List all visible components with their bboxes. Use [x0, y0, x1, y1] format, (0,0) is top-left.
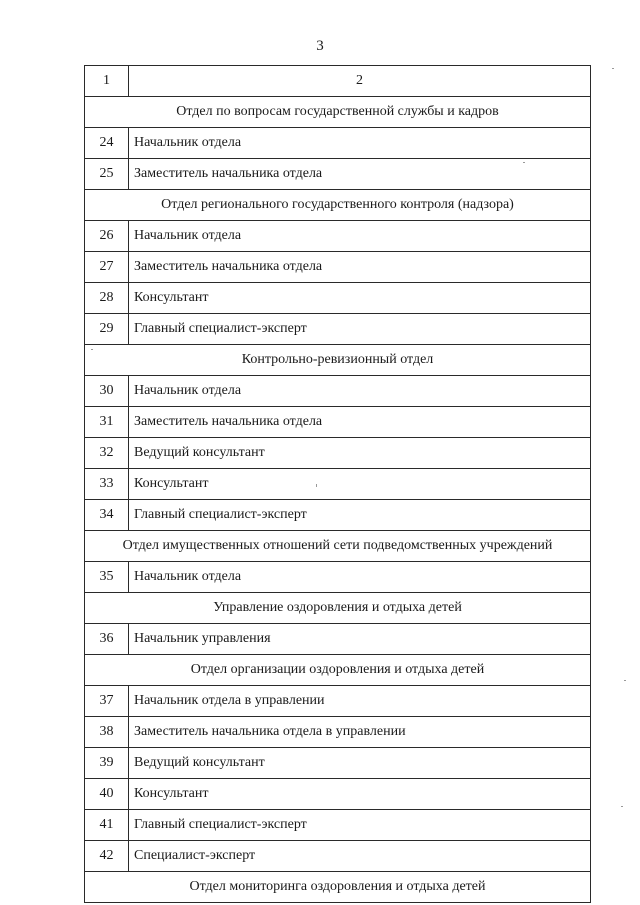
row-number: 38: [85, 717, 129, 748]
position-title: Заместитель начальника отдела: [129, 159, 591, 190]
section-title: Отдел организации оздоровления и отдыха детей: [85, 655, 591, 686]
position-title: Начальник отдела: [129, 128, 591, 159]
table-row: [85, 159, 591, 190]
section-row: [85, 872, 591, 903]
position-title: Консультант: [129, 469, 591, 500]
position-title: Начальник отдела: [129, 376, 591, 407]
header-cell-2: 2: [129, 66, 591, 97]
position-title: Консультант: [129, 779, 591, 810]
table-row: [85, 500, 591, 531]
row-number: 37: [85, 686, 129, 717]
section-row: [85, 190, 591, 221]
table-row: [85, 376, 591, 407]
table-body: [85, 66, 591, 903]
table-header-row: [85, 66, 591, 97]
section-title: Отдел по вопросам государственной службы и кадров: [85, 97, 591, 128]
page-number: 3: [316, 38, 324, 54]
row-number: 26: [85, 221, 129, 252]
row-number: 39: [85, 748, 129, 779]
position-title: Заместитель начальника отдела: [129, 252, 591, 283]
table-row: [85, 252, 591, 283]
scan-speck: [91, 349, 93, 350]
section-row: [85, 655, 591, 686]
table-row: [85, 562, 591, 593]
row-number: 24: [85, 128, 129, 159]
row-number: 40: [85, 779, 129, 810]
table-row: [85, 314, 591, 345]
section-title: Управление оздоровления и отдыха детей: [85, 593, 591, 624]
row-number: 29: [85, 314, 129, 345]
scan-speck: [523, 162, 525, 163]
row-number: 30: [85, 376, 129, 407]
position-title: Консультант: [129, 283, 591, 314]
section-row: [85, 531, 591, 562]
position-title: Начальник отдела: [129, 562, 591, 593]
table-row: [85, 686, 591, 717]
table-row: [85, 779, 591, 810]
row-number: 35: [85, 562, 129, 593]
position-title: Специалист-эксперт: [129, 841, 591, 872]
row-number: 25: [85, 159, 129, 190]
position-title: Начальник управления: [129, 624, 591, 655]
position-title: Заместитель начальника отдела в управлении: [129, 717, 591, 748]
position-title: Главный специалист-эксперт: [129, 500, 591, 531]
position-title: Ведущий консультант: [129, 438, 591, 469]
table-row: [85, 407, 591, 438]
section-row: [85, 97, 591, 128]
header-cell-1: 1: [85, 66, 129, 97]
scan-speck: [316, 484, 317, 487]
table-row: [85, 624, 591, 655]
section-title: Отдел мониторинга оздоровления и отдыха детей: [85, 872, 591, 903]
section-row: [85, 593, 591, 624]
scan-speck: [621, 806, 623, 807]
row-number: 32: [85, 438, 129, 469]
table-row: [85, 128, 591, 159]
position-title: Главный специалист-эксперт: [129, 314, 591, 345]
table-row: [85, 469, 591, 500]
section-row: [85, 345, 591, 376]
row-number: 42: [85, 841, 129, 872]
row-number: 28: [85, 283, 129, 314]
position-title: Начальник отдела: [129, 221, 591, 252]
positions-table: [84, 65, 591, 903]
row-number: 41: [85, 810, 129, 841]
position-title: Главный специалист-эксперт: [129, 810, 591, 841]
scan-speck: [612, 68, 614, 69]
section-title: Контрольно-ревизионный отдел: [85, 345, 591, 376]
position-title: Начальник отдела в управлении: [129, 686, 591, 717]
row-number: 36: [85, 624, 129, 655]
row-number: 33: [85, 469, 129, 500]
row-number: 31: [85, 407, 129, 438]
table-row: [85, 717, 591, 748]
table-row: [85, 438, 591, 469]
position-title: Ведущий консультант: [129, 748, 591, 779]
table-row: [85, 221, 591, 252]
row-number: 27: [85, 252, 129, 283]
position-title: Заместитель начальника отдела: [129, 407, 591, 438]
table-row: [85, 841, 591, 872]
section-title: Отдел регионального государственного контроля (надзора): [85, 190, 591, 221]
row-number: 34: [85, 500, 129, 531]
table-row: [85, 283, 591, 314]
table-row: [85, 810, 591, 841]
scan-speck: [624, 680, 626, 681]
table-row: [85, 748, 591, 779]
section-title: Отдел имущественных отношений сети подведомственных учреждений: [85, 531, 591, 562]
